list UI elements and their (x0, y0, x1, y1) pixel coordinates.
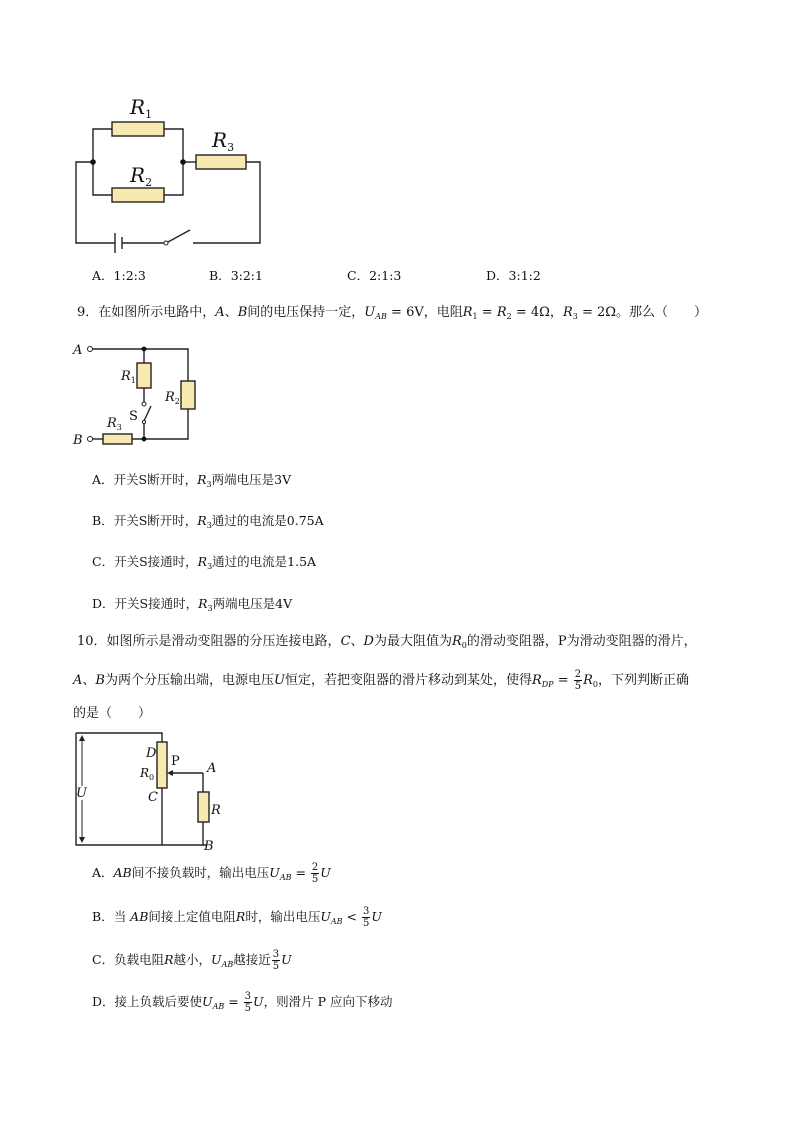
rheostat-r0 (157, 742, 167, 788)
svg-text:P: P (171, 754, 180, 769)
q9-option-c[interactable]: C．开关S接通时，$R_3$通过的电流是1.5A (92, 554, 317, 571)
svg-text:R1: $R_1$ (121, 369, 136, 385)
q10-stem-line1: 10．如图所示是滑动变阻器的分压连接电路，C、D为最大阻值为$R_0$的滑动变阻器，P为滑动变阻器的滑片， (77, 634, 697, 650)
fraction: $\frac{2}{5}$ (574, 669, 582, 692)
q10-option-a[interactable]: A．AB间不接负载时，输出电压$U_{AB}$ = $\frac{2}{5}$ U (92, 862, 331, 885)
svg-text:B: B (204, 839, 214, 854)
switch (164, 241, 168, 245)
resistor-r1 (112, 122, 164, 136)
q8-option-a[interactable]: A．1:2:3 (92, 268, 146, 283)
resistor-r (198, 792, 209, 822)
q9-option-b[interactable]: B．开关S断开时，$R_3$通过的电流是0.75A (92, 513, 324, 530)
label-r1: $R_1$ (130, 95, 153, 121)
terminal-a (88, 347, 93, 352)
svg-text:B: B (73, 433, 83, 448)
q8-option-c[interactable]: C．2:1:3 (347, 268, 402, 283)
q8-option-d[interactable]: D．3:1:2 (486, 268, 541, 283)
resistor-r2 (112, 188, 164, 202)
svg-text:A: A (207, 761, 217, 776)
switch-s (142, 402, 146, 406)
svg-text:A: A (73, 343, 83, 358)
q10-option-b[interactable]: B．当 AB间接上定值电阻R时，输出电压$U_{AB}$ < $\frac{3}{5}$ U (92, 906, 382, 929)
svg-text:R: R (211, 803, 221, 818)
label-r3: $R_3$ (212, 128, 235, 154)
circuit-diagram-1 (60, 90, 280, 260)
q9-option-d[interactable]: D．开关S接通时，$R_3$两端电压是4V (92, 596, 293, 613)
svg-text:R0: $R_0$ (140, 766, 155, 782)
svg-text:U: U (76, 786, 87, 801)
circuit-diagram-q9 (70, 338, 210, 453)
resistor-r3 (103, 434, 132, 444)
q10-stem-line3: 的是（ ） (73, 706, 152, 721)
resistor-r3 (196, 155, 246, 169)
q9-stem: 9．在如图所示电路中，A、B间的电压保持一定，$U_{AB} = 6V$，电阻$R_1 = R_2 = 4\Omega$，$R_3 = 2\Omega$。那么（ ） (77, 305, 708, 321)
resistor-r1 (137, 363, 151, 388)
resistor-r2 (181, 381, 195, 409)
circuit-diagram-q10 (66, 728, 226, 853)
svg-text:D: D (146, 746, 157, 761)
svg-text:R2: $R_2$ (165, 390, 180, 406)
q9-option-a[interactable]: A．开关S断开时，$R_3$两端电压是3V (92, 472, 292, 489)
label-r2: $R_2$ (130, 163, 153, 189)
q10-option-c[interactable]: C．负载电阻R越小，$U_{AB}$越接近 $\frac{3}{5}$ U (92, 949, 292, 972)
svg-text:S: S (129, 409, 138, 424)
svg-text:C: C (148, 790, 158, 805)
q10-stem-line2: A、B为两个分压输出端，电源电压U恒定，若把变阻器的滑片移动到某处，使得$R_{DP}$ = $\frac{2}{5}$ $R_0$，下列判断正确 (73, 669, 690, 692)
terminal-b (88, 437, 93, 442)
svg-text:R3: $R_3$ (107, 416, 122, 432)
q10-option-d[interactable]: D．接上负载后要使$U_{AB}$ = $\frac{3}{5}$ U，则滑片 P 应向下移动 (92, 991, 393, 1014)
q8-option-b[interactable]: B．3:2:1 (209, 268, 263, 283)
